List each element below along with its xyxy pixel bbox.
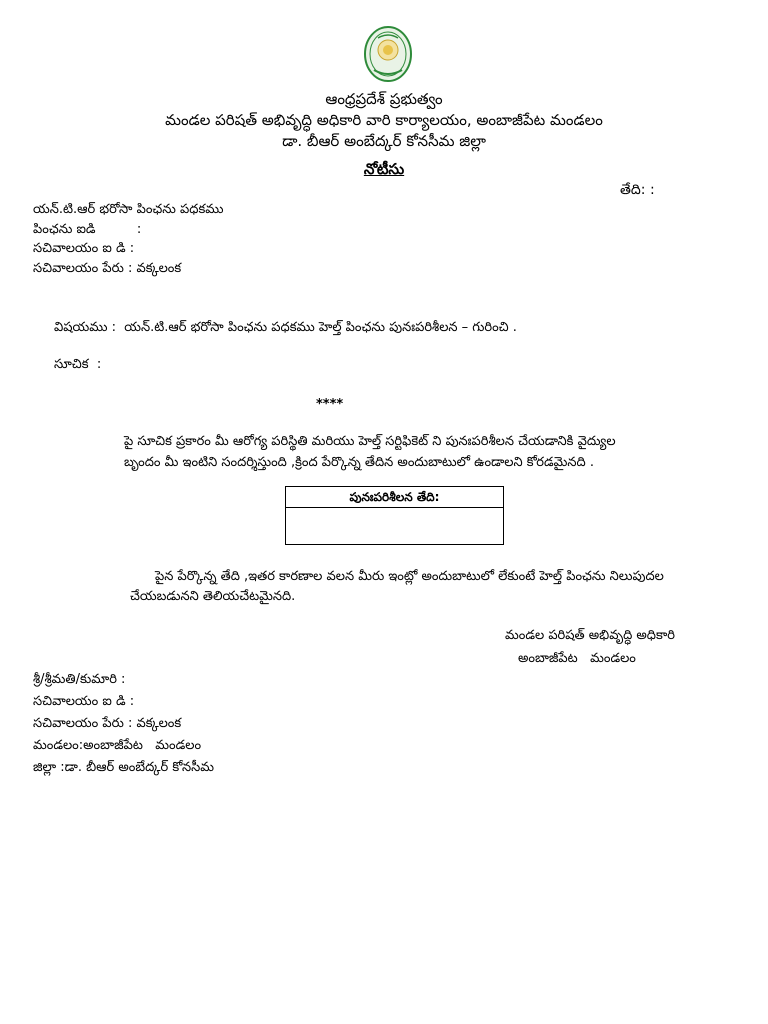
body-para1-line2: బృందం మీ ఇంటిని సందర్శిస్తుంది ,క్రింద పేర్కొన్న తేదిన అందుబాటులో ఉండాలని కోరడమైనది . <box>124 455 594 470</box>
address-name-label: శ్రీ/శ్రీమతి/కుమారి : <box>33 672 126 687</box>
address-mandal: మండలం:అంబాజీపేట మండలం <box>33 738 202 753</box>
signature-designation: మండల పరిషత్ అభివృద్ధి అధికారి <box>505 628 675 643</box>
ap-government-seal-icon <box>364 26 412 84</box>
secretariat-name-label: సచివాలయం పేరు : వక్కలంక <box>33 261 182 276</box>
date-label: తేది: : <box>620 182 655 198</box>
address-district: జిల్లా :డా. బీఆర్ అంబేద్కర్ కోనసీమ <box>33 760 215 775</box>
review-date-box <box>285 486 504 545</box>
address-secretariat-name: సచివాలయం పేరు : వక్కలంక <box>33 716 182 731</box>
body-para2-line1: పైన పేర్కొన్న తేది ,ఇతర కారణాల వలన మీరు ఇంట్లో అందుబాటులో లేకుంటే హెల్త్ పింఛను నిలుపుదల <box>155 569 664 584</box>
header-government-name: ఆంధ్రప్రదేశ్ ప్రభుత్వం <box>325 90 443 108</box>
reference-line: సూచిక : <box>54 357 102 372</box>
notice-title: నోటీసు <box>363 160 405 178</box>
scheme-name: యన్.టి.ఆర్ భరోసా పింఛను పధకము <box>33 202 224 217</box>
subject-line: విషయము : యన్.టి.ఆర్ భరోసా పింఛను పధకము హెల్త్ పింఛను పునఃపరిశీలన – గురించి . <box>54 320 517 335</box>
pension-id-label: పింఛను ఐడి : <box>33 222 142 237</box>
secretariat-id-label: సచివాలయం ఐ డి : <box>33 241 135 256</box>
signature-mandal: అంబాజీపేట మండలం <box>518 651 636 666</box>
header-office-name: మండల పరిషత్ అభివృద్ధి అధికారి వారి కార్యాలయం, అంబాజీపేట మండలం <box>165 111 603 129</box>
header-district-name: డా. బీఆర్ అంబేద్కర్ కోనసీమ జిల్లా <box>282 132 486 150</box>
separator-stars: **** <box>316 397 344 412</box>
body-para1-line1: పై సూచిక ప్రకారం మీ ఆరోగ్య పరిస్థితి మరియు హెల్త్ సర్టిఫికెట్ ని పునఃపరిశీలన చేయడానికి వైద్యుల <box>124 434 616 449</box>
body-para2-line2: చేయబడునని తెలియచేటమైనది. <box>130 589 296 604</box>
review-date-box-header: పునఃపరిశీలన తేది: <box>286 487 503 508</box>
address-secretariat-id: సచివాలయం ఐ డి : <box>33 694 135 709</box>
